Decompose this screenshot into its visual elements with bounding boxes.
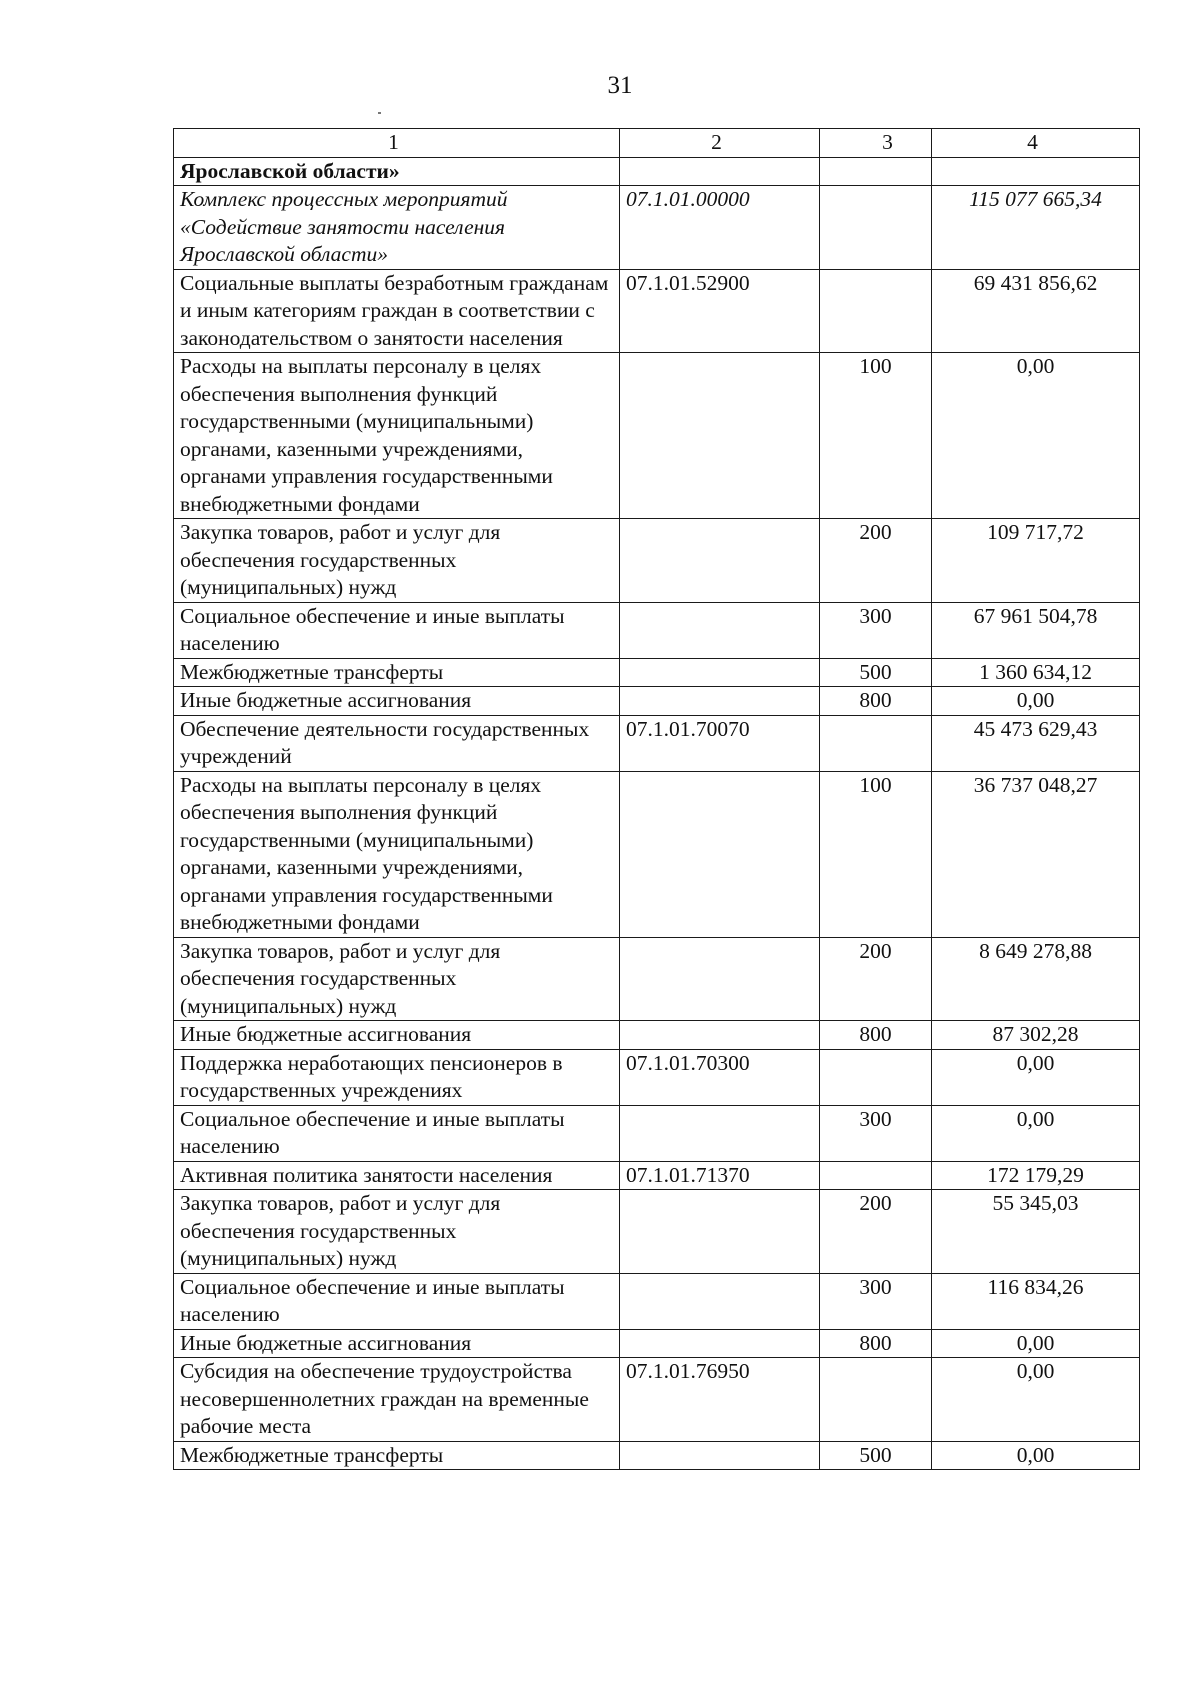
row-type-cell	[820, 157, 932, 186]
table-row	[174, 771, 1140, 937]
row-name-cell: Социальное обеспечение и иные выплаты населению	[174, 1273, 620, 1329]
row-type-cell: 300	[820, 1273, 932, 1329]
table-row	[174, 1329, 1140, 1358]
row-name-cell: Иные бюджетные ассигнования	[174, 687, 620, 716]
row-type-cell: 800	[820, 687, 932, 716]
row-type-cell	[820, 269, 932, 353]
row-type-cell: 300	[820, 602, 932, 658]
table-row	[174, 687, 1140, 716]
table-row	[174, 602, 1140, 658]
row-sum-cell: 0,00	[932, 353, 1140, 519]
row-sum-cell: 8 649 278,88	[932, 937, 1140, 1021]
row-code-cell	[620, 687, 820, 716]
row-name-cell: Поддержка неработающих пенсионеров в государственных учреждениях	[174, 1049, 620, 1105]
row-type-cell: 200	[820, 519, 932, 603]
row-sum-cell: 109 717,72	[932, 519, 1140, 603]
table-row	[174, 519, 1140, 603]
row-name-cell: Закупка товаров, работ и услуг для обеспечения государственных (муниципальных) нужд	[174, 519, 620, 603]
row-sum-cell: 0,00	[932, 1105, 1140, 1161]
table-row	[174, 1049, 1140, 1105]
table-row	[174, 1021, 1140, 1050]
row-code-cell	[620, 1441, 820, 1470]
row-name-cell: Социальные выплаты безработным гражданам и иным категориям граждан в соответствии с законодательством о занятости населения	[174, 269, 620, 353]
table-row	[174, 1161, 1140, 1190]
row-name-cell: Комплекс процессных мероприятий «Содействие занятости населения Ярославской области»	[174, 186, 620, 270]
row-code-cell	[620, 1190, 820, 1274]
row-type-cell: 100	[820, 353, 932, 519]
row-name-cell: Социальное обеспечение и иные выплаты населению	[174, 1105, 620, 1161]
table-row	[174, 186, 1140, 270]
page-number: 31	[607, 72, 633, 99]
column-header-4: 4	[932, 129, 1140, 158]
row-type-cell: 500	[820, 658, 932, 687]
table-row	[174, 1441, 1140, 1470]
row-sum-cell: 0,00	[932, 1329, 1140, 1358]
row-sum-cell: 116 834,26	[932, 1273, 1140, 1329]
row-sum-cell: 0,00	[932, 1049, 1140, 1105]
row-code-cell: 07.1.01.00000	[620, 186, 820, 270]
column-header-1: 1	[174, 129, 620, 158]
row-sum-cell: 45 473 629,43	[932, 715, 1140, 771]
row-name-cell: Закупка товаров, работ и услуг для обеспечения государственных (муниципальных) нужд	[174, 1190, 620, 1274]
row-code-cell	[620, 157, 820, 186]
budget-table-body	[174, 129, 1140, 1470]
table-header-row	[174, 129, 1140, 158]
table-row	[174, 937, 1140, 1021]
budget-table	[173, 128, 1140, 1470]
row-name-cell: Ярославской области»	[174, 157, 620, 186]
row-name-cell: Межбюджетные трансферты	[174, 658, 620, 687]
row-name-cell: Расходы на выплаты персоналу в целях обеспечения выполнения функций государственными (муниципальными) органами, казенными учреждениями, органами управления государственными внебюджетными фондами	[174, 771, 620, 937]
row-sum-cell: 115 077 665,34	[932, 186, 1140, 270]
row-sum-cell: 55 345,03	[932, 1190, 1140, 1274]
row-name-cell: Межбюджетные трансферты	[174, 1441, 620, 1470]
table-row	[174, 1273, 1140, 1329]
column-header-2: 2	[620, 129, 820, 158]
row-type-cell: 500	[820, 1441, 932, 1470]
row-name-cell: Иные бюджетные ассигнования	[174, 1021, 620, 1050]
row-name-cell: Субсидия на обеспечение трудоустройства несовершеннолетних граждан на временные рабочие места	[174, 1358, 620, 1442]
row-type-cell	[820, 1049, 932, 1105]
row-type-cell: 200	[820, 937, 932, 1021]
row-type-cell	[820, 715, 932, 771]
row-sum-cell: 172 179,29	[932, 1161, 1140, 1190]
row-sum-cell: 1 360 634,12	[932, 658, 1140, 687]
row-name-cell: Закупка товаров, работ и услуг для обеспечения государственных (муниципальных) нужд	[174, 937, 620, 1021]
row-name-cell: Иные бюджетные ассигнования	[174, 1329, 620, 1358]
table-row	[174, 1105, 1140, 1161]
row-name-cell: Социальное обеспечение и иные выплаты населению	[174, 602, 620, 658]
row-sum-cell: 0,00	[932, 1441, 1140, 1470]
row-code-cell	[620, 1021, 820, 1050]
row-code-cell: 07.1.01.70070	[620, 715, 820, 771]
table-row	[174, 658, 1140, 687]
row-code-cell: 07.1.01.52900	[620, 269, 820, 353]
table-row	[174, 269, 1140, 353]
column-header-3: 3	[820, 129, 932, 158]
row-type-cell: 800	[820, 1021, 932, 1050]
row-type-cell	[820, 186, 932, 270]
row-code-cell	[620, 519, 820, 603]
row-type-cell	[820, 1161, 932, 1190]
row-type-cell: 200	[820, 1190, 932, 1274]
table-row	[174, 353, 1140, 519]
row-code-cell	[620, 1105, 820, 1161]
row-code-cell	[620, 658, 820, 687]
row-code-cell	[620, 602, 820, 658]
row-code-cell	[620, 1329, 820, 1358]
row-code-cell: 07.1.01.76950	[620, 1358, 820, 1442]
row-sum-cell: 87 302,28	[932, 1021, 1140, 1050]
row-code-cell: 07.1.01.71370	[620, 1161, 820, 1190]
row-type-cell: 800	[820, 1329, 932, 1358]
row-type-cell: 300	[820, 1105, 932, 1161]
row-code-cell	[620, 937, 820, 1021]
row-type-cell: 100	[820, 771, 932, 937]
row-name-cell: Расходы на выплаты персоналу в целях обеспечения выполнения функций государственными (муниципальными) органами, казенными учреждениями, органами управления государственными внебюджетными фондами	[174, 353, 620, 519]
row-sum-cell: 36 737 048,27	[932, 771, 1140, 937]
table-row	[174, 157, 1140, 186]
row-sum-cell	[932, 157, 1140, 186]
row-code-cell	[620, 353, 820, 519]
row-sum-cell: 67 961 504,78	[932, 602, 1140, 658]
row-sum-cell: 0,00	[932, 687, 1140, 716]
table-row	[174, 1190, 1140, 1274]
row-name-cell: Активная политика занятости населения	[174, 1161, 620, 1190]
row-code-cell	[620, 1273, 820, 1329]
row-sum-cell: 69 431 856,62	[932, 269, 1140, 353]
row-name-cell: Обеспечение деятельности государственных учреждений	[174, 715, 620, 771]
scan-speck	[378, 112, 381, 114]
table-row	[174, 715, 1140, 771]
row-code-cell	[620, 771, 820, 937]
table-row	[174, 1358, 1140, 1442]
row-code-cell: 07.1.01.70300	[620, 1049, 820, 1105]
row-sum-cell: 0,00	[932, 1358, 1140, 1442]
row-type-cell	[820, 1358, 932, 1442]
